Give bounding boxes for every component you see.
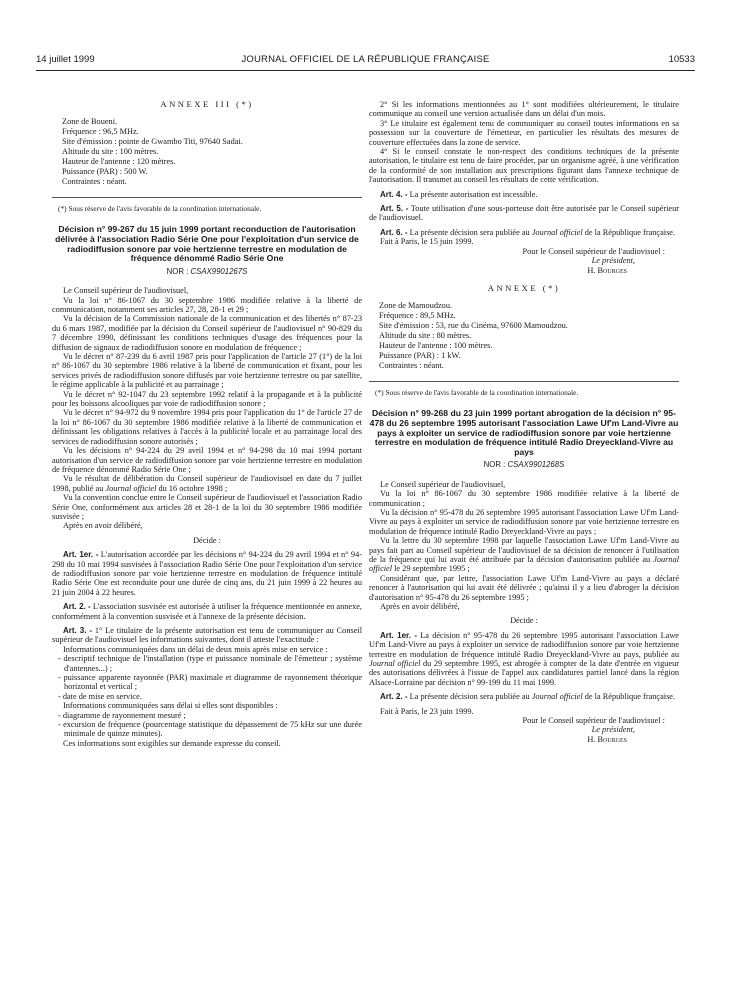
preamble-paragraph: Vu les décisions n° 94-224 du 29 avril 1994 et n° 94-298 du 10 mai 1994 portant autorisation d'un service de radiodiffusion sonore par voie hertzienne terrestre en modulation de fréquence dénommé Radio Série One ; bbox=[52, 446, 362, 474]
annex-title: ANNEXE III (*) bbox=[160, 99, 254, 109]
annex-line: Site d'émission : pointe de Gwambo Titi, 97640 Sadai. bbox=[62, 137, 243, 147]
annex-title: ANNEXE (*) bbox=[487, 282, 561, 293]
signature-block bbox=[369, 247, 679, 275]
deliberation-line: Après en avoir délibéré, bbox=[63, 521, 143, 531]
article-label: Art. 2. - bbox=[380, 692, 408, 702]
article-5: Art. 5. - Toute utilisation d'une sous-porteuse doit être autorisée par le Conseil supérieur de l'audiovisuel. bbox=[369, 204, 679, 223]
article-label: Art. 5. - bbox=[380, 204, 409, 214]
nor-reference bbox=[369, 460, 679, 469]
preamble-paragraph: Vu le résultat de délibération du Conseil supérieur de l'audiovisuel en date du 7 juillet 1998, publié au Journal officiel du 16 octobre 1998 ; bbox=[52, 474, 362, 493]
article-6: Art. 6. - La présente décision sera publiée au Journal officiel de la République française. bbox=[380, 227, 676, 237]
nor-label: NOR : bbox=[166, 266, 189, 276]
annex-line: Contraintes : néant. bbox=[62, 177, 127, 187]
article-3-paragraph: 3° Le titulaire est également tenu de communiquer au conseil toutes informations en sa possession sur la couverture de l'émetteur, en particulier les résultats des mesures de couverture effectuées dans la zone de service. bbox=[369, 118, 679, 147]
article-label: Art. 3. - bbox=[63, 626, 93, 635]
annex-line: Fréquence : 89,5 MHz. bbox=[379, 311, 456, 321]
closing-line: Ces informations sont exigibles sur demande expresse du conseil. bbox=[63, 738, 281, 748]
right-column bbox=[369, 100, 679, 744]
annex-line: Zone de Boueni. bbox=[62, 117, 118, 127]
article-3-paragraph: 2° Si les informations mentionnées au 1° sont modifiées ultérieurement, le titulaire communique au conseil une version actualisée dans un délai d'un mois. bbox=[369, 100, 679, 119]
annex-details bbox=[62, 117, 362, 187]
nor-label: NOR : bbox=[483, 460, 506, 470]
page-header bbox=[36, 54, 695, 68]
annex-line: Fréquence : 96,5 MHz. bbox=[62, 127, 139, 137]
annex-footnote: (*) Sous réserve de l'avis favorable de la coordination internationale. bbox=[52, 197, 362, 213]
header-page-number: 10533 bbox=[668, 54, 695, 65]
preamble-paragraph: Vu le décret n° 94-972 du 9 novembre 1994 pris pour l'application du 1° de l'article 27 de la loi n° 86-1067 du 30 septembre 1986 modifiée relative à la liberté de communication et définissant les obligations relatives à l'accès à la publicité locale et au parrainage local des services de radiodiffusion sonore autorisés ; bbox=[52, 408, 362, 446]
preamble-paragraph: Vu le décret n° 87-239 du 6 avril 1987 pris pour l'application de l'article 27 (1°) de la loi n° 86-1067 du 30 septembre 1986 relative à la liberté de communication et fixant, pour les services privés de radiodiffusion sonore diffusés par voie hertzienne terrestre ou par satellite, le régime applicable à la publicité et au parrainage ; bbox=[52, 352, 362, 390]
list-item: - excursion de fréquence (pourcentage statistique du dépassement de 75 kHz sur une durée minimale de quinze minutes). bbox=[58, 720, 362, 739]
preamble-paragraph: Vu la loi n° 86-1067 du 30 septembre 1986 modifiée relative à la liberté de communication, notamment ses articles 27, 28, 28-1 et 29 ; bbox=[52, 295, 362, 314]
preamble-paragraph: Le Conseil supérieur de l'audiovisuel, bbox=[63, 286, 189, 296]
article-1: Art. 1er. - L'autorisation accordée par les décisions n° 94-224 du 29 avril 1994 et n° 94-298 du 10 mai 1994 susvisées à l'association Radio Série One pour l'exploitation d'un service de radiodiffusion sonore par voie hertzienne terrestre en modulation de fréquence intitulé Radio Série One est reconduite pour une durée de cinq ans, du 21 juin 1999 à 22 heures au 21 juin 2004 à 22 heures. bbox=[52, 550, 362, 597]
signature-line: Pour le Conseil supérieur de l'audiovisuel : bbox=[522, 716, 665, 726]
nor-reference bbox=[52, 267, 362, 276]
annex-line: Hauteur de l'antenne : 100 mètres. bbox=[379, 341, 493, 351]
header-rule bbox=[36, 70, 695, 71]
signing-date: Fait à Paris, le 15 juin 1999. bbox=[380, 237, 474, 247]
journal-officiel-ref: Journal officiel bbox=[369, 659, 421, 668]
annex-line: Zone de Mamoudzou. bbox=[379, 301, 453, 311]
preamble-paragraph: Vu la décision n° 95-478 du 26 septembre 1995 autorisant l'association Lawe Uf'm Land-Vivre au pays à exploiter un service de radiodiffusion sonore par voie hertzienne terrestre en modulation de fréquence intitulé Radio Dreyeckland-Vivre au pays ; bbox=[369, 507, 679, 536]
signing-date: Fait à Paris, le 23 juin 1999. bbox=[380, 706, 474, 716]
article-1: Art. 1er. - La décision n° 95-478 du 26 septembre 1995 autorisant l'association Lawe Uf'm Land-Vivre au pays à exploiter un service de radiodiffusion sonore par voie hertzienne terrestre en modulation de fréquence intitulé Radio Dreyeckland-Vivre au pays, publiée au Journal officiel du 29 septembre 1995, est abrogée à compter de la date d'entrée en vigueur des autorisations délivrées à l'issue de l'appel aux candidatures partiel lancé dans la région Alsace-Lorraine par décision n° 99-199 du 11 mai 1999. bbox=[369, 630, 679, 687]
list-item: - diagramme de rayonnement mesuré ; bbox=[58, 710, 186, 720]
signature-role: Le président, bbox=[591, 725, 635, 735]
annex-line: Contraintes : néant. bbox=[379, 361, 444, 371]
article-label: Art. 2. - bbox=[63, 602, 91, 612]
preamble-paragraph: Vu la loi n° 86-1067 du 30 septembre 1986 modifiée relative à la liberté de communication ; bbox=[369, 489, 679, 508]
article-label: Art. 1er. - bbox=[63, 550, 99, 560]
list-item: - date de mise en service. bbox=[58, 691, 142, 701]
list-item: - descriptif technique de l'installation (type et puissance nominale de l'émetteur ; système d'antennes...) ; bbox=[58, 654, 362, 673]
list-item: - puissance apparente rayonnée (PAR) maximale et diagramme de rayonnement théorique horizontal et vertical ; bbox=[58, 673, 362, 692]
preamble-paragraph: Vu le décret n° 92-1047 du 23 septembre 1992 relatif à la propagande et à la publicité pour les boissons alcooliques par voie de radiodiffusion sonore ; bbox=[52, 389, 362, 409]
preamble-paragraph: Le Conseil supérieur de l'audiovisuel, bbox=[380, 479, 506, 489]
signature-line: Pour le Conseil supérieur de l'audiovisuel : bbox=[522, 246, 665, 256]
journal-officiel-ref: Journal officiel bbox=[369, 554, 679, 574]
info-request-line: Informations communiquées sans délai si elles sont disponibles : bbox=[63, 701, 278, 711]
preamble-paragraph: Vu la décision de la Commission nationale de la communication et des libertés n° 87-23 du 6 mars 1987, modifiée par la décision du Conseil supérieur de l'audiovisuel n° 90-829 du 7 décembre 1990, définissant les conditions techniques d'usage des fréquences pour la diffusion de signaux de radiodiffusion sonore en modulation de fréquence ; bbox=[52, 314, 362, 352]
signature-role: Le président, bbox=[591, 256, 635, 266]
annex-line: Altitude du site : 100 mètres. bbox=[62, 147, 159, 157]
header-journal-title: JOURNAL OFFICIEL DE LA RÉPUBLIQUE FRANÇAISE bbox=[241, 54, 490, 65]
article-label: Art. 4. - bbox=[380, 189, 408, 199]
nor-code: CSAX9901268S bbox=[507, 460, 565, 470]
signatory-name: H. Bourges bbox=[587, 265, 627, 275]
nor-code: CSAX9901267S bbox=[190, 266, 248, 276]
annex-line: Altitude du site : 80 mètres. bbox=[379, 331, 472, 341]
annex-line: Site d'émission : 53, rue du Cinéma, 97600 Mamoudzou. bbox=[379, 321, 568, 331]
decision-title: Décision n° 99-268 du 23 juin 1999 portant abrogation de la décision n° 95-478 du 26 septembre 1995 autorisant l'association Lawe Uf'm Land-Vivre au pays à exploiter un service de radiodiffusion sonore par voie hertzienne terrestre en modulation de fréquence intitulé Radio Dreyeckland-Vivre au pays bbox=[369, 408, 679, 457]
annex-footnote: (*) Sous réserve de l'avis favorable de la coordination internationale. bbox=[369, 381, 679, 397]
article-label: Art. 1er. - bbox=[380, 630, 417, 640]
article-4: Art. 4. - La présente autorisation est incessible. bbox=[380, 189, 538, 199]
annex-details bbox=[379, 301, 679, 371]
journal-officiel-ref: Journal officiel bbox=[105, 483, 157, 493]
signature-block bbox=[369, 716, 679, 744]
annex-line: Puissance (PAR) : 1 kW. bbox=[379, 351, 461, 361]
decision-title: Décision n° 99-267 du 15 juin 1999 portant reconduction de l'autorisation délivrée à l'association Radio Série One pour l'exploitation d'un service de radiodiffusion sonore par voie hertzienne terrestre en modulation de fréquence dénommé Radio Série One bbox=[55, 224, 359, 264]
article-label: Art. 6. - bbox=[380, 227, 408, 237]
article-3-paragraph: 4° Si le conseil constate le non-respect des conditions techniques de la présente autorisation, le titulaire est tenu de faire procéder, par un organisme agréé, à une vérification de la conformité de son installation aux prescriptions figurant dans l'annexe technique de l'autorisation. Il transmet au conseil les résultats de cette vérification. bbox=[369, 147, 679, 185]
decide-heading: Décide : bbox=[193, 535, 221, 545]
left-column bbox=[52, 100, 362, 748]
article-2: Art. 2. - La présente décision sera publiée au Journal officiel de la République française. bbox=[380, 692, 676, 702]
signatory-name: H. Bourges bbox=[587, 734, 627, 744]
annex-line: Puissance (PAR) : 500 W. bbox=[62, 167, 148, 177]
info-delay-line: Informations communiquées dans un délai de deux mois après mise en service : bbox=[63, 644, 328, 654]
preamble-paragraph: Considérant que, par lettre, l'association Lawe Uf'm Land-Vivre au pays a déclaré renoncer à l'autorisation qui lui avait été délivrée ; qu'ainsi il y a lieu d'abroger la décision d'autorisation n° 95-478 du 26 septembre 1995 ; bbox=[369, 573, 679, 602]
header-date: 14 juillet 1999 bbox=[36, 54, 95, 65]
preamble-paragraph: Vu la lettre du 30 septembre 1998 par laquelle l'association Lawe Uf'm Land-Vivre au pays fait part au Conseil supérieur de l'audiovisuel de sa décision de renoncer à l'utilisation de la fréquence qui lui avait été attribuée par la décision d'autorisation publiée au Journal officiel le 29 septembre 1995 ; bbox=[369, 536, 679, 574]
decide-heading: Décide : bbox=[510, 616, 538, 626]
article-2: Art. 2. - L'association susvisée est autorisée à utiliser la fréquence mentionnée en annexe, conformément à la convention susvisée et à l'annexe de la présente décision. bbox=[52, 602, 362, 621]
annex-line: Hauteur de l'antenne : 120 mètres. bbox=[62, 157, 176, 167]
article-3: Art. 3. - 1° Le titulaire de la présente autorisation est tenu de communiquer au Conseil supérieur de l'audiovisuel les informations suivantes, dont il atteste l'exactitude : bbox=[52, 626, 363, 645]
journal-officiel-ref: Journal officiel bbox=[531, 692, 583, 702]
journal-officiel-ref: Journal officiel bbox=[531, 227, 583, 237]
preamble-paragraph: Vu la convention conclue entre le Conseil supérieur de l'audiovisuel et l'association Radio Série One, conformément aux articles 28 et 28-1 de la loi du 30 septembre 1986 modifiée susvisée ; bbox=[52, 493, 362, 521]
deliberation-line: Après en avoir délibéré, bbox=[380, 601, 460, 611]
